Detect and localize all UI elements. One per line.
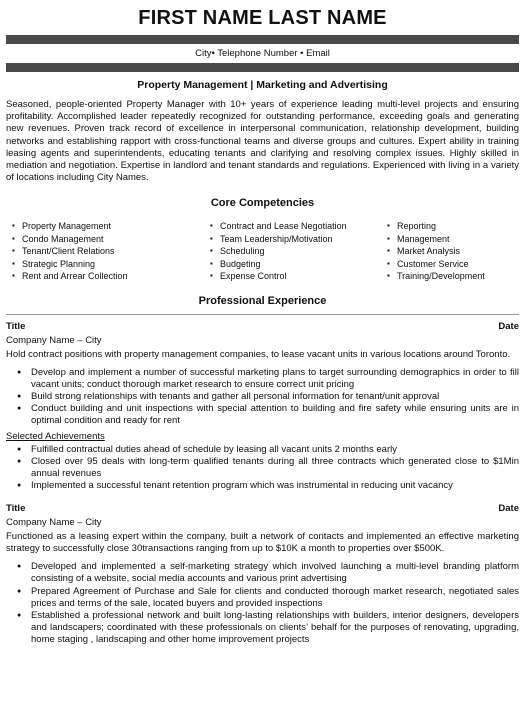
candidate-name: FIRST NAME LAST NAME bbox=[138, 7, 387, 29]
job-bullet: ● Prepared Agreement of Purchase and Sale for clients and conducted thorough market research, negotiated sales prices and terms of the sale, located buyers and provided inspections bbox=[6, 586, 519, 610]
competency-item: ▪ Strategic Planning bbox=[12, 258, 210, 270]
job-entry-2 bbox=[6, 503, 519, 647]
job-bullet: ● Established a professional network and built long-lasting relationships with builders, interior designers, developers and landscapers; coordinated with these professionals on clients’ behalf for the purposes of renovating, upgrading, home staging , landscaping and other home improvement projects bbox=[6, 610, 519, 647]
achievement-bullet: ● Fulfilled contractual duties ahead of schedule by leasing all vacant units 2 months early bbox=[6, 444, 519, 456]
competencies-column-2 bbox=[210, 220, 387, 282]
job-description: Functioned as a leasing expert within the company, built a network of contacts and implemented an effective marketing strategy to successfully close 30transactions ranging from up to $10K a month to properties over $500K. bbox=[6, 530, 519, 554]
competency-item: ▪ Training/Development bbox=[387, 270, 517, 282]
competency-item: ▪ Team Leadership/Motivation bbox=[210, 233, 387, 245]
company-line: Company Name – City bbox=[6, 516, 102, 528]
competency-item: ▪ Contract and Lease Negotiation bbox=[210, 220, 387, 232]
header-bar-top bbox=[6, 35, 519, 44]
job-title: Title bbox=[6, 321, 26, 333]
contact-line: City• Telephone Number • Email bbox=[195, 48, 330, 59]
core-competencies-title: Core Competencies bbox=[210, 197, 315, 210]
job-header bbox=[6, 321, 519, 333]
job-bullet: ● Build strong relationships with tenants and gather all personal information for tenant/unit approval bbox=[6, 391, 519, 403]
competency-item: ▪ Condo Management bbox=[12, 233, 210, 245]
competency-item: ▪ Market Analysis bbox=[387, 245, 517, 257]
achievements-heading: Selected Achievements bbox=[6, 430, 105, 442]
company-line: Company Name – City bbox=[6, 335, 102, 347]
achievement-bullets bbox=[6, 444, 519, 493]
job-date: Date bbox=[498, 502, 519, 514]
professional-experience-title: Professional Experience bbox=[198, 295, 327, 308]
competency-item: ▪ Tenant/Client Relations bbox=[12, 245, 210, 257]
competencies-column-1 bbox=[12, 220, 210, 282]
competency-item: ▪ Rent and Arrear Collection bbox=[12, 270, 210, 282]
header-bar-bottom bbox=[6, 63, 519, 72]
competency-item: ▪ Management bbox=[387, 233, 517, 245]
job-title: Title bbox=[6, 502, 26, 514]
job-bullet: ● Conduct building and unit inspections with special attention to building and fire safety while ensuring units are in optimal condition and ready for rent bbox=[6, 403, 519, 427]
job-bullets bbox=[6, 561, 519, 646]
job-entry-1 bbox=[6, 321, 519, 492]
section-divider bbox=[6, 314, 519, 315]
competency-item: ▪ Scheduling bbox=[210, 245, 387, 257]
job-description: Hold contract positions with property management companies, to lease vacant units in various locations around Toronto. bbox=[6, 349, 511, 361]
achievement-bullet: ● Implemented a successful tenant retention program which was instrumental in reducing unit vacancy bbox=[6, 480, 519, 492]
job-bullets bbox=[6, 367, 519, 428]
achievement-bullet: ● Closed over 95 deals with long-term qualified tenants during all three contracts which generated close to $1Min annual revenues bbox=[6, 456, 519, 480]
competencies-grid bbox=[6, 220, 519, 282]
job-date: Date bbox=[498, 321, 519, 333]
competencies-column-3 bbox=[387, 220, 517, 282]
job-header bbox=[6, 503, 519, 515]
competency-item: ▪ Property Management bbox=[12, 220, 210, 232]
job-bullet: ● Develop and implement a number of successful marketing plans to target surrounding demographics in order to fill vacant units; conduct thorough market research to ensure correct unit pricing bbox=[6, 367, 519, 391]
competency-item: ▪ Expense Control bbox=[210, 270, 387, 282]
competency-item: ▪ Budgeting bbox=[210, 258, 387, 270]
summary-paragraph: Seasoned, people-oriented Property Manager with 10+ years of experience leading multi-level projects and ensuring profitability. Accomplished leader repeatedly recognized for outstanding performance, exceeding goals and generating new revenues. Proven track record of excellence in interpersonal communication, relationship development, building networks and establishing rapport with cross-functional teams and diverse groups and cultures. Expert ability in training leasing agents and superintendents, educating tenants and clarifying and resolving complex issues. Highly skilled in mediation and negotiation. Expertise in landlord and tenant standards and regulations. Experienced with living in a variety of locations including City Names. bbox=[6, 99, 519, 184]
competency-item: ▪ Customer Service bbox=[387, 258, 517, 270]
competency-item: ▪ Reporting bbox=[387, 220, 517, 232]
job-bullet: ● Developed and implemented a self-marketing strategy which involved launching a multi-level branding platform consisting of a website, social media accounts and various print advertising bbox=[6, 561, 519, 585]
headline: Property Management | Marketing and Advertising bbox=[137, 79, 388, 91]
